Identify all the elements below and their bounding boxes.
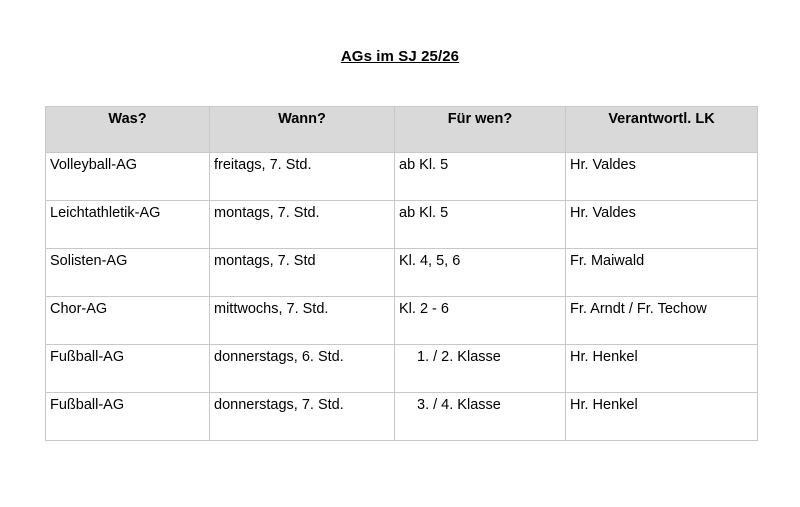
cell-fuer-wen: 1. / 2. Klasse [395,345,566,393]
cell-was: Solisten-AG [46,249,210,297]
cell-fuer-wen: Kl. 2 - 6 [395,297,566,345]
table-row [46,249,758,297]
cell-verantwortlich: Hr. Henkel [566,393,758,441]
cell-verantwortlich: Hr. Valdes [566,201,758,249]
header-verantwortlich: Verantwortl. LK [566,107,758,153]
header-wann: Wann? [210,107,395,153]
table-row [46,393,758,441]
cell-verantwortlich: Hr. Valdes [566,153,758,201]
cell-was: Volleyball-AG [46,153,210,201]
cell-wann: mittwochs, 7. Std. [210,297,395,345]
cell-fuer-wen: ab Kl. 5 [395,153,566,201]
cell-was: Leichtathletik-AG [46,201,210,249]
cell-wann: montags, 7. Std [210,249,395,297]
cell-wann: montags, 7. Std. [210,201,395,249]
table-row [46,345,758,393]
table-row [46,153,758,201]
cell-verantwortlich: Fr. Maiwald [566,249,758,297]
document-title: AGs im SJ 25/26 [340,48,460,65]
header-fuer-wen: Für wen? [395,107,566,153]
cell-verantwortlich: Fr. Arndt / Fr. Techow [566,297,758,345]
cell-fuer-wen: ab Kl. 5 [395,201,566,249]
table-row [46,201,758,249]
cell-fuer-wen: 3. / 4. Klasse [395,393,566,441]
cell-wann: freitags, 7. Std. [210,153,395,201]
table-row [46,297,758,345]
cell-wann: donnerstags, 6. Std. [210,345,395,393]
cell-was: Fußball-AG [46,393,210,441]
cell-was: Fußball-AG [46,345,210,393]
cell-verantwortlich: Hr. Henkel [566,345,758,393]
header-was: Was? [46,107,210,153]
cell-was: Chor-AG [46,297,210,345]
cell-fuer-wen: Kl. 4, 5, 6 [395,249,566,297]
table-header-row [46,107,758,153]
ag-table [45,106,758,441]
cell-wann: donnerstags, 7. Std. [210,393,395,441]
